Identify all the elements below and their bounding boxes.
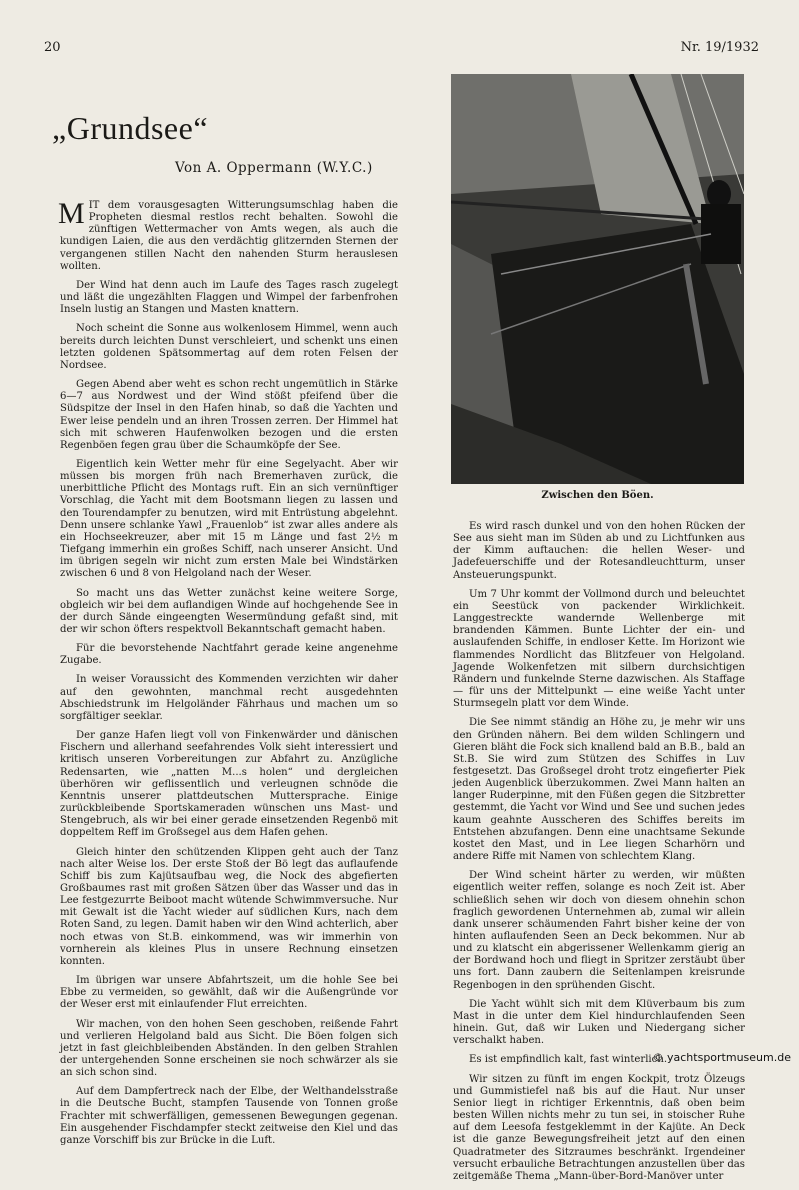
photo-caption: Zwischen den Böen. — [541, 490, 654, 501]
article-title: „Grundsee“ — [52, 110, 209, 146]
paragraph: In weiser Voraussicht des Kommenden verzichten wir daher auf den gewohnten, manchmal recht ausgedehnten Abschiedstrunk im Helgoländer Fährhaus und machen um so sorgfältiger seeklar. — [60, 674, 398, 722]
paragraph: Es ist empfindlich kalt, fast winterlich. — [469, 1054, 668, 1066]
paragraph: Für die bevorstehende Nachtfahrt gerade keine angenehme Zugabe. — [60, 643, 398, 667]
paragraph: Im übrigen war unsere Abfahrtszeit, um die hohle See bei Ebbe zu vermeiden, so gewählt, daß wir die Außengründe vor der Weser erst mit einlaufender Flut erreichten. — [60, 975, 398, 1011]
paragraph: Gleich hinter den schützenden Klippen geht auch der Tanz nach alter Weise los. Der erste Stoß der Bö legt das auflaufende Schiff bis zum Kajütsaufbau weg, die Nock des abgefierten Großbaumes rast mit großen Sätzen über das Wasser und das in Lee festgezurrte Beiboot macht wütende Schwimmversuche. Nur mit Gewalt ist die Yacht wieder auf südlichen Kurs, nach dem Roten Sand, zu legen. Damit haben wir den Wind achterlich, aber noch etwas von St.B. einkommend, was wir immerhin von vornherein als kleines Plus in unsere Rechnung einsetzen konnten. — [60, 846, 398, 967]
drop-cap: M — [58, 197, 85, 230]
paragraph: Wir machen, von den hohen Seen geschoben, reißende Fahrt und verlieren Helgoland bald aus Sicht. Die Böen folgen sich jetzt in fast gleichbleibenden Abständen. In den gelben Strahlen der untergehenden Sonne erscheinen sie noch schwärzer als sie an sich schon sind. — [60, 1018, 398, 1079]
paragraph: Eigentlich kein Wetter mehr für eine Segelyacht. Aber wir müssen bis morgen früh nach Bremerhaven zurück, die unerbittliche Pflicht des Montags ruft. Ein an sich vernünftiger Vorschlag, die Yacht mit dem Bootsmann liegen zu lassen und den Tourendampfer zu benutzen, wird mit Entrüstung abgelehnt. Denn unsere schlanke Yawl „Frauenlob“ ist zwar alles andere als ein Hochseekreuzer, aber mit 15 m Länge und fast 2½ m Tiefgang immerhin ein großes Schiff, nach unserer Ansicht. Und im übrigen segeln wir nicht zum ersten Male bei Windstärken zwischen 6 und 8 von Helgoland nach der Weser. — [60, 458, 398, 580]
photo-illustration — [451, 74, 744, 484]
issue-number: Nr. 19/1932 — [680, 40, 759, 55]
paragraph: Es wird rasch dunkel und von den hohen Rücken der See aus sieht man im Süden ab und zu Lichtfunken aus der Kimm auftauchen: die hellen Weser- und Jadefeuerschiffe und der Rotesandleuchtturm, unser Ansteuerungspunkt. — [453, 521, 745, 581]
page-number: 20 — [44, 40, 61, 55]
article-byline: Von A. Oppermann (W.Y.C.) — [175, 160, 373, 176]
page-header — [44, 40, 759, 58]
paragraph: Der Wind scheint härter zu werden, wir müßten eigentlich weiter reffen, solange es noch Zeit ist. Aber schließlich sehen wir doch von diesem ohnehin schon fraglich gewordenen Unternehmen ab, zumal wir allein dank unserer schäumenden Fahrt bisher keine der von hinten auflaufenden Seen an Deck bekommen. Nur ab und zu klatscht ein abgerissener Wellenkamm gierig an der Bordwand hoch und fliegt in Spritzer zerstäubt über uns fort. Dann zaubern die Seitenlampen kreisrunde Regenbogen in den sprühenden Gischt. — [453, 870, 745, 991]
first-paragraph — [58, 197, 398, 273]
first-paragraph-text: IT dem vorausgesagten Witterungsumschlag haben die Propheten diesmal restlos recht behalten. Sowohl die zünftigen Wettermacher von Amts wegen, als auch die kundigen Laien, die aus den verdächtig glitzernden Sternen der vergangenen stillen Nacht den nahenden Sturm herauslesen wollten. — [60, 200, 398, 272]
watermark: © yachtsportmuseum.de — [652, 1051, 791, 1064]
paragraph: So macht uns das Wetter zunächst keine weitere Sorge, obgleich wir bei dem auflandigen Winde auf hochgehende See in der durch Sände eingeengten Wesermündung gefaßt sind, mit der wir schon öfters respektvoll Bekanntschaft gemacht haben. — [60, 587, 398, 635]
paragraph: Die Yacht wühlt sich mit dem Klüverbaum bis zum Mast in die unter dem Kiel hindurchlaufenden Seen hinein. Gut, daß wir Luken und Niedergang sicher verschalkt haben. — [453, 998, 745, 1047]
left-column — [58, 197, 398, 1154]
paragraph: Gegen Abend aber weht es schon recht ungemütlich in Stärke 6—7 aus Nordwest und der Wind stößt pfeifend über die Südspitze der Insel in den Hafen hinab, so daß die Yachten und Ewer leise pendeln und an ihren Trossen zerren. Der Himmel hat sich mit schweren Haufenwolken bezogen und die ersten Regenböen fegen grau über die Schaumköpfe der See. — [60, 379, 398, 451]
paragraph: Die See nimmt ständig an Höhe zu, je mehr wir uns den Gründen nähern. Bei dem wilden Schlingern und Gieren bläht die Fock sich knallend bald an B.B., bald an St.B. Sie wird zum Stützen des Schiffes in Luv festgesetzt. Das Großsegel droht trotz eingefierter Piek jeden Augenblick überzukommen. Zwei Mann halten an langer Ruderpinne, mit den Füßen gegen die Sitzbretter gestemmt, die Yacht vor Wind und See und suchen jedes kaum geahnte Ausscheren des Schiffes bereits im Entstehen abzufangen. Denn eine unachtsame Sekunde kostet den Mast, und in Lee liegen Scharhörn und andere Riffe mit Namen von schlechtem Klang. — [453, 717, 745, 863]
paragraph: Noch scheint die Sonne aus wolkenlosem Himmel, wenn auch bereits durch leichten Dunst verschleiert, und schenkt uns einen letzten goldenen Spätsommertag auf dem roten Felsen der Nordsee. — [60, 323, 398, 371]
paragraph: Um 7 Uhr kommt der Vollmond durch und beleuchtet ein Seestück von packender Wirklichkeit. Langgestreckte wandernde Wellenberge mit brandenden Kämmen. Bunte Lichter der ein- und auslaufenden Schiffe, in endloser Kette. Im Horizont wie flammendes Nordlicht das Blitzfeuer von Helgoland. Jagende Wolkenfetzen mit silbern durchsichtigen Rändern und funkelnde Sterne dazwischen. Als Staffage — für uns der Mittelpunkt — eine weiße Yacht unter Sturmsegeln platt vor dem Winde. — [453, 588, 745, 710]
paragraph: Wir sitzen zu fünft im engen Kockpit, trotz Ölzeugs und Gummistiefel naß bis auf die Haut. Nur unser Senior liegt in richtiger Erkenntnis, daß oben beim besten Willen nichts mehr zu tun sei, in stoischer Ruhe auf dem Leesofa festgeklemmt in der Kajüte. An Deck ist die ganze Bewegungsfreiheit jetzt auf den einen Quadratmeter des Sitzraumes beschränkt. Irgendeiner versucht erbauliche Betrachtungen anzustellen über das zeitgemäße Thema „Mann-über-Bord-Manöver unter — [453, 1073, 745, 1182]
sailing-photo — [451, 74, 744, 484]
paragraph: Der ganze Hafen liegt voll von Finkenwärder und dänischen Fischern und allerhand seefahrendes Volk sieht interessiert und kritisch unseren Vorbereitungen zur Abfahrt zu. Anzügliche Redensarten, wie „natten M...s holen“ und dergleichen überhören wir geflissentlich und verleugnen schnöde die Kenntnis unserer plattdeutschen Muttersprache. Einige zurückbleibende Sportskameraden wünschen uns Mast- und Stengebruch, als wir bei einer gerade einsetzenden Regenbö mit doppeltem Reff im Großsegel aus dem Hafen gehen. — [60, 730, 398, 839]
paragraph: Der Wind hat denn auch im Laufe des Tages rasch zugelegt und läßt die ungezählten Flaggen und Wimpel der farbenfrohen Inseln lustig an Stangen und Masten knattern. — [60, 279, 398, 316]
paragraph: Auf dem Dampfertreck nach der Elbe, der Welthandelsstraße in die Deutsche Bucht, stampfen Tausende von Tonnen große Frachter mit schwerfälligen, gemessenen Bewegungen gegenan. Ein ausgehender Fischdampfer steckt zeitweise den Kiel und das ganze Vorschiff bis zur Brücke in die Luft. — [60, 1086, 398, 1146]
right-column — [453, 521, 745, 1190]
